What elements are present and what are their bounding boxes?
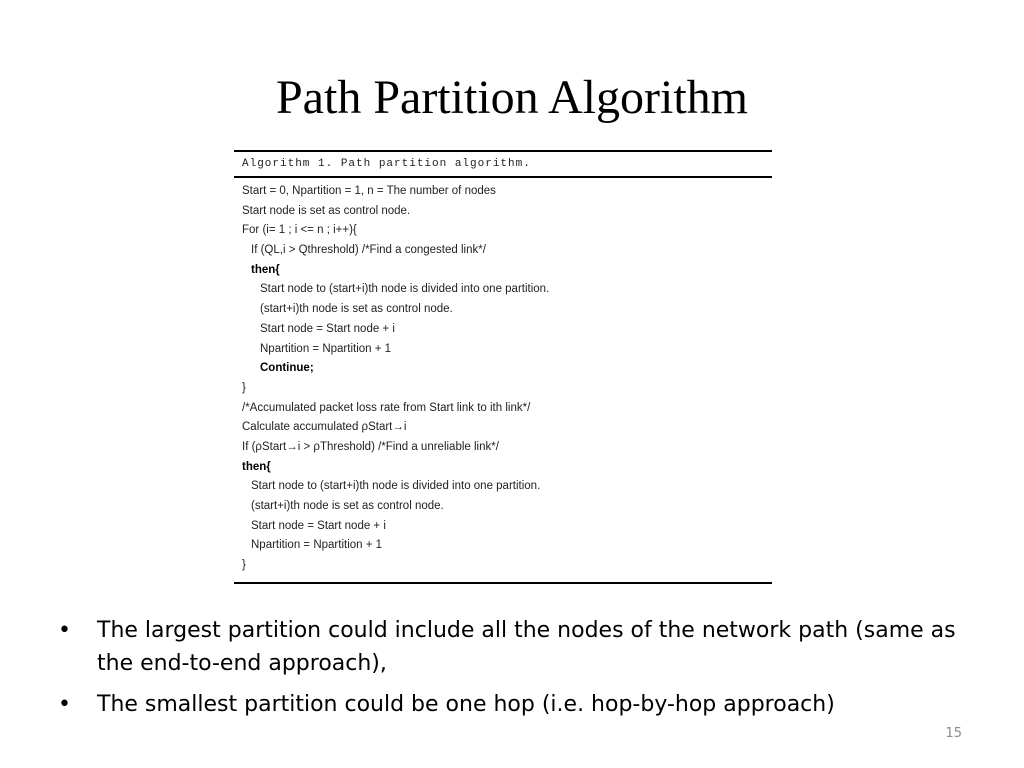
algorithm-line: /*Accumulated packet loss rate from Start link to ith link*/ (242, 401, 531, 414)
algorithm-line: Npartition = Npartition + 1 (251, 539, 383, 552)
algorithm-line: Calculate accumulated ρStart→i (242, 421, 407, 434)
algorithm-line: If (QL,i > Qthreshold) /*Find a congested link*/ (251, 244, 486, 257)
slide-number: 15 (945, 726, 962, 741)
algorithm-figure (234, 150, 772, 584)
slide-title: Path Partition Algorithm (275, 71, 748, 124)
algorithm-lines (234, 178, 772, 582)
bullet-dot: • (58, 692, 71, 717)
algorithm-line: Npartition = Npartition + 1 (260, 342, 392, 355)
algorithm-line: Start node to (start+i)th node is divided into one partition. (251, 480, 541, 493)
algorithm-line: then{ (242, 460, 271, 473)
algorithm-line: For (i= 1 ; i <= n ; i++){ (242, 224, 357, 237)
algorithm-line: Continue; (260, 362, 314, 375)
algorithm-line: } (242, 559, 246, 572)
algorithm-line: Start node = Start node + i (251, 519, 386, 532)
bullet-list (58, 614, 992, 721)
algorithm-line: (start+i)th node is set as control node. (260, 303, 453, 316)
bullet-item (58, 614, 992, 680)
algorithm-line: (start+i)th node is set as control node. (251, 500, 444, 512)
algorithm-caption: Algorithm 1. Path partition algorithm. (242, 158, 531, 170)
bullet-dot: • (58, 618, 71, 643)
algorithm-line: Start node to (start+i)th node is divided into one partition. (260, 283, 550, 296)
bottom-rule (234, 582, 772, 584)
algorithm-line: Start = 0, Npartition = 1, n = The number of nodes (242, 185, 496, 197)
bullet-text: The smallest partition could be one hop (i.e. hop-by-hop approach) (97, 692, 835, 717)
algorithm-line: then{ (251, 263, 280, 276)
bullet-text: The largest partition could include all the nodes of the network path (same as the end-to-end approach), (97, 618, 956, 676)
algorithm-line: If (ρStart→i > ρThreshold) /*Find a unreliable link*/ (242, 440, 499, 453)
algorithm-line: Start node is set as control node. (242, 204, 411, 217)
algorithm-line: } (242, 381, 246, 394)
algorithm-line: Start node = Start node + i (260, 322, 395, 335)
bullet-item (58, 688, 992, 721)
